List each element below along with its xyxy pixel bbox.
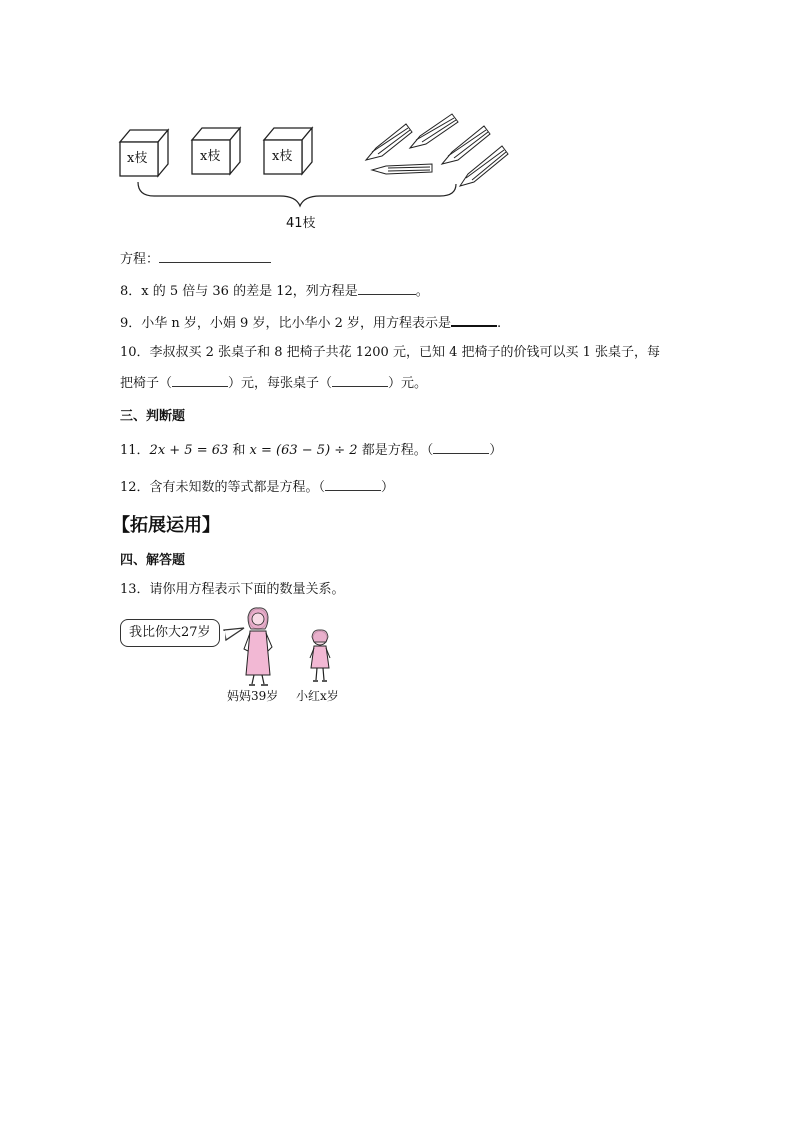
q11-equation-1: 2x + 5 = 63 xyxy=(149,443,229,458)
q10-chair-blank[interactable] xyxy=(172,374,228,387)
box-label-1: x枝 xyxy=(127,151,148,166)
q12 xyxy=(120,478,394,497)
q11-answer-blank[interactable] xyxy=(433,441,489,454)
q10-line1: 10．李叔叔买 2 张桌子和 8 把椅子共花 1200 元，已知 4 把椅子的价钱可以买 1 张桌子，每 xyxy=(120,345,661,360)
section-4-title: 四、解答题 xyxy=(120,553,186,568)
q8-answer-blank[interactable] xyxy=(358,282,416,295)
q12-text: 12．含有未知数的等式都是方程。（ xyxy=(120,480,326,495)
q9-suffix: . xyxy=(496,316,502,331)
q11-and: 和 xyxy=(228,443,250,458)
q7-equation-line xyxy=(120,250,271,269)
q8-suffix: 。 xyxy=(415,284,429,299)
q11 xyxy=(120,441,502,460)
pencil-icon xyxy=(410,114,458,148)
speech-bubble xyxy=(120,619,220,647)
q10-text-a: 把椅子（ xyxy=(120,376,173,391)
girl-figure xyxy=(307,628,333,686)
q10-table-blank[interactable] xyxy=(332,374,388,387)
speech-bubble-text: 我比你大27岁 xyxy=(129,625,211,640)
q9-text: 9．小华 n 岁，小娟 9 岁，比小华小 2 岁，用方程表示是 xyxy=(120,316,451,331)
q11-close: ） xyxy=(489,443,503,458)
q7-answer-blank[interactable] xyxy=(159,250,271,263)
mother-figure xyxy=(238,605,278,687)
box-label-3: x枝 xyxy=(272,149,293,164)
mother-caption: 妈妈39岁 xyxy=(227,689,279,703)
q11-tail: 都是方程。（ xyxy=(357,443,434,458)
q11-equation-2: x = (63 − 5) ÷ 2 xyxy=(249,443,358,458)
section-3-title: 三、判断题 xyxy=(120,409,186,424)
extension-title: 【拓展运用】 xyxy=(112,515,220,536)
q10-text-c: ）元。 xyxy=(388,376,428,391)
q10-text-b: ）元，每张桌子（ xyxy=(228,376,333,391)
q13-text: 13．请你用方程表示下面的数量关系。 xyxy=(120,582,345,597)
brace xyxy=(138,182,456,206)
q11-num: 11． xyxy=(120,443,150,458)
q9-answer-blank[interactable] xyxy=(451,313,497,327)
q8-text: 8．x 的 5 倍与 36 的差是 12，列方程是 xyxy=(120,284,358,299)
total-label: 41枝 xyxy=(286,216,316,231)
q12-answer-blank[interactable] xyxy=(325,478,381,491)
q8 xyxy=(120,282,429,301)
q7-prefix: 方程： xyxy=(120,252,160,267)
box-label-2: x枝 xyxy=(200,149,221,164)
q10-line2 xyxy=(120,374,427,393)
q9 xyxy=(120,313,501,333)
pencil-icon xyxy=(442,126,490,164)
pencil-icon xyxy=(366,124,412,160)
pencil-icon xyxy=(372,164,432,174)
girl-caption: 小红x岁 xyxy=(296,689,339,703)
q12-close: ） xyxy=(381,480,395,495)
